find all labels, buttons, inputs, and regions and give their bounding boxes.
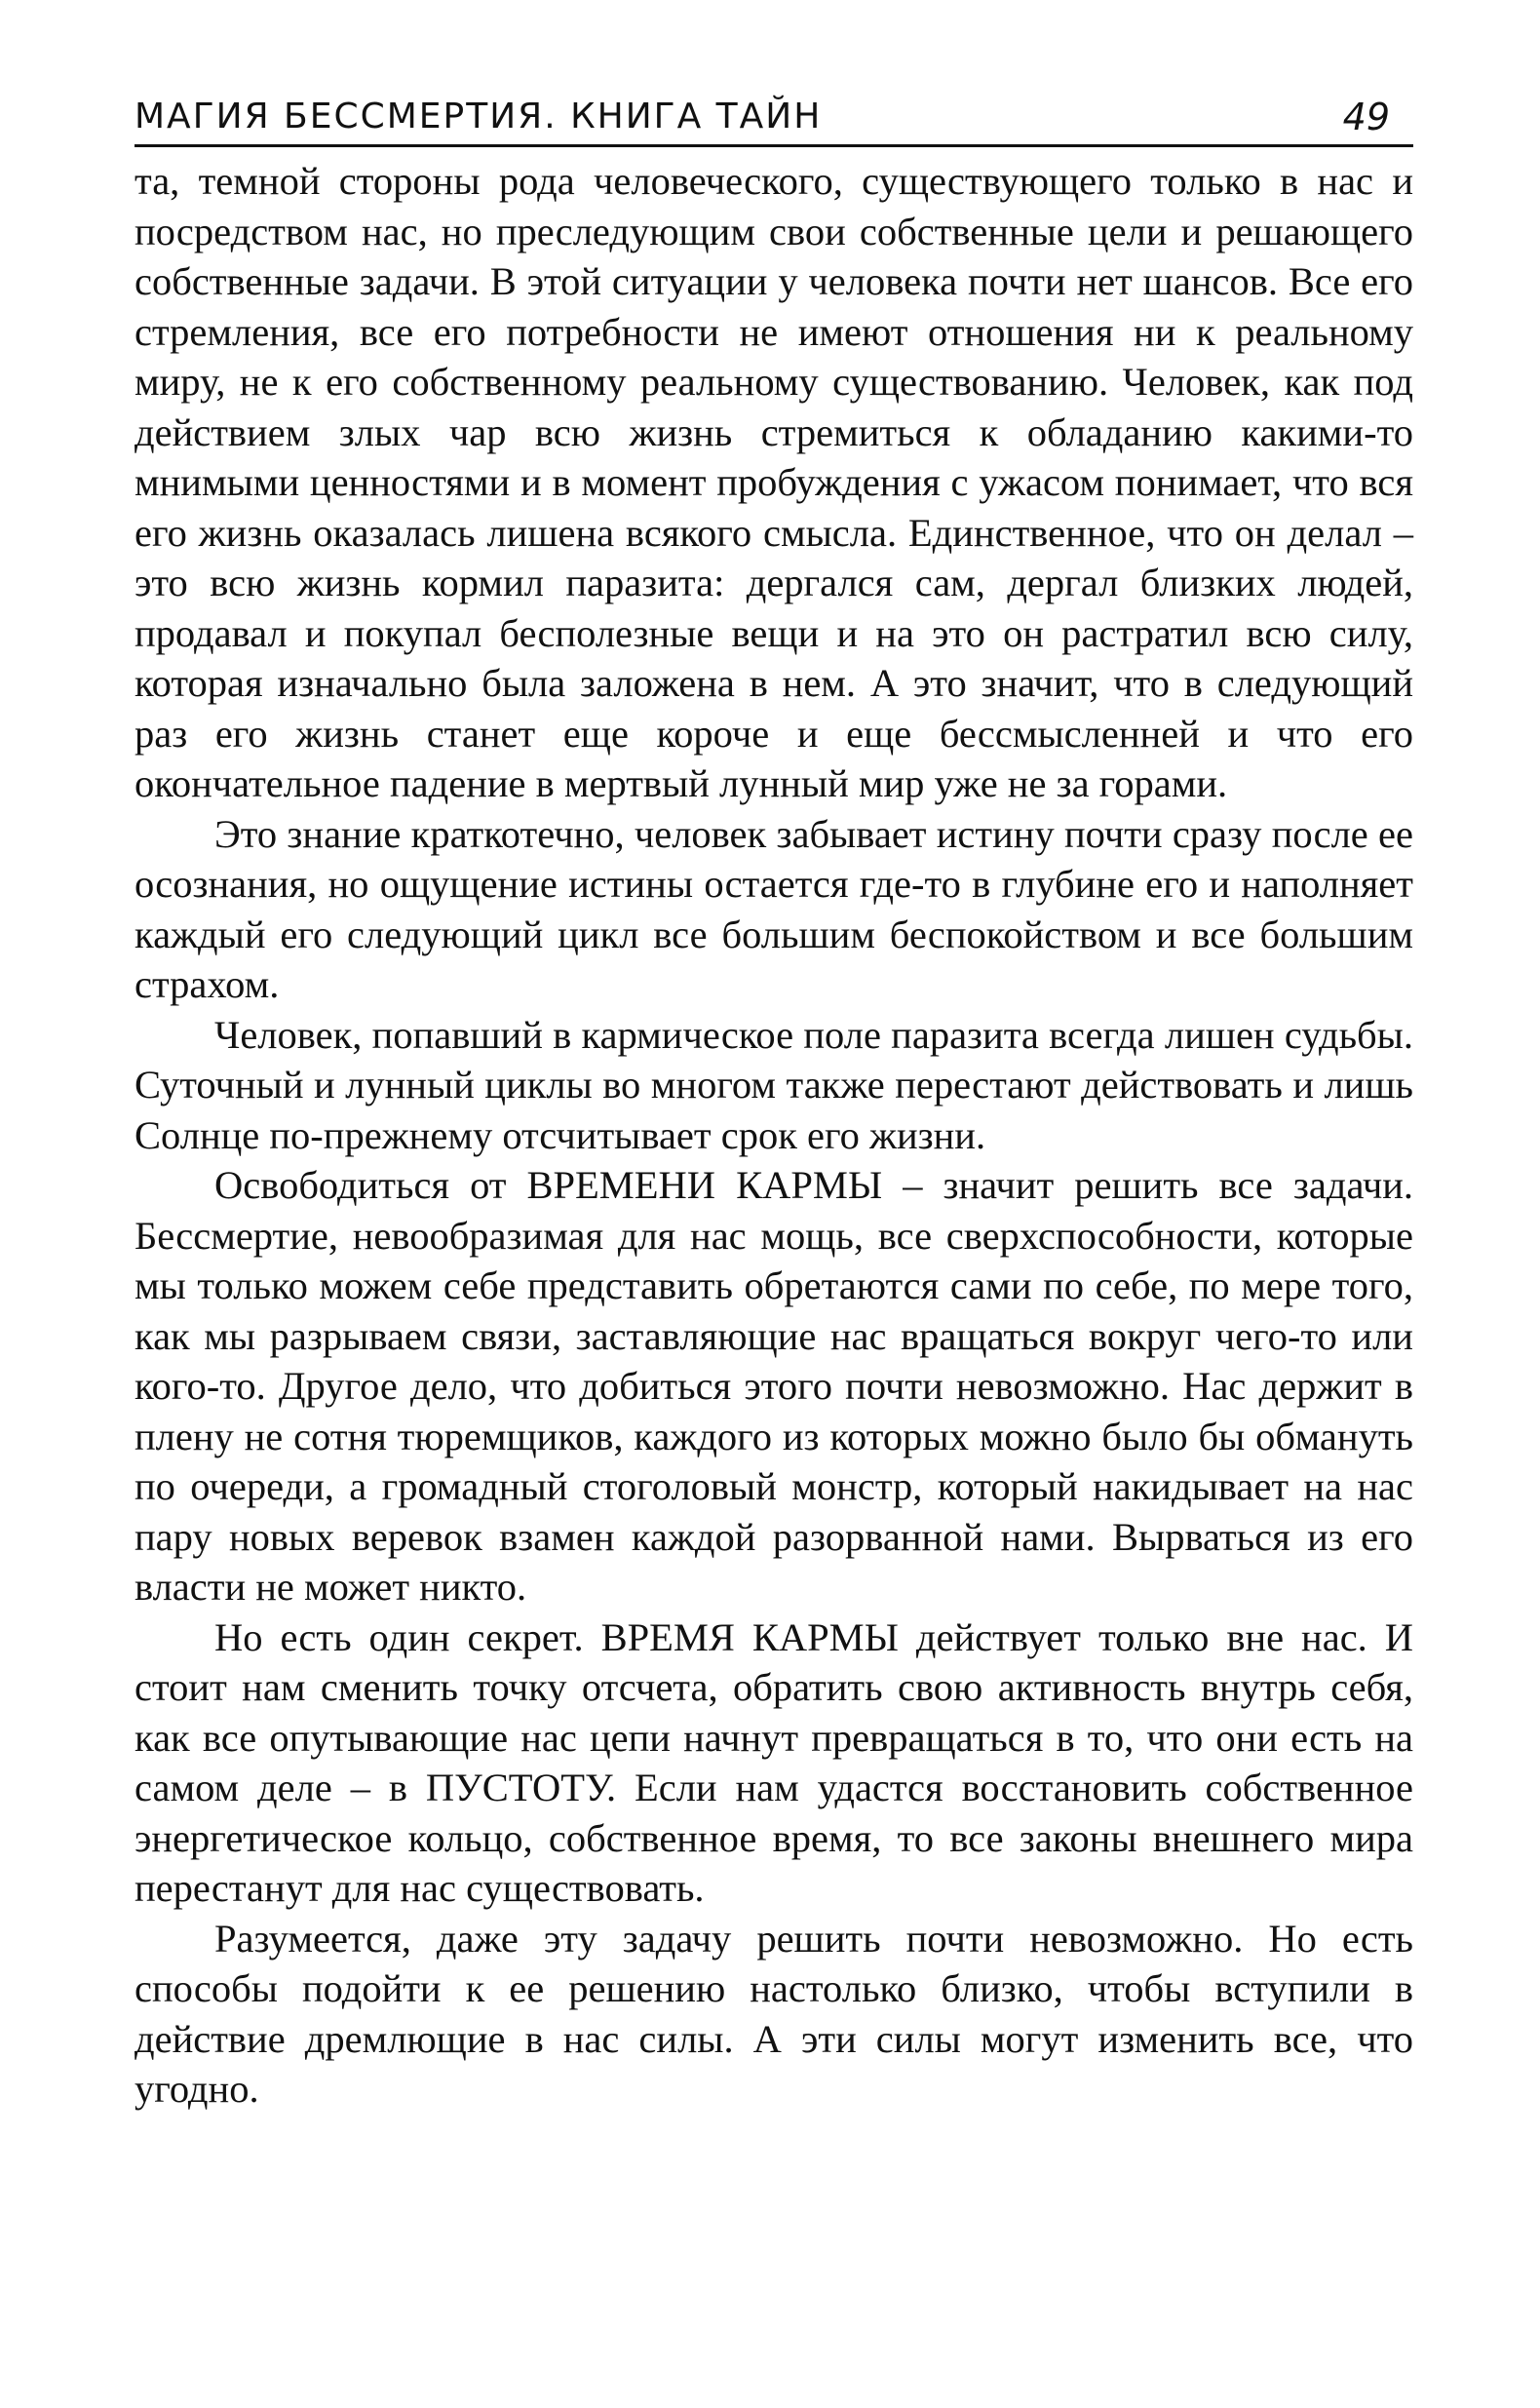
running-header (135, 94, 1413, 147)
paragraph-3: Человек, попавший в кармическое поле паразита всегда лишен судьбы. Суточный и лунный циклы во многом также перестают действовать и лишь Солнце по-прежнему отсчитывает срок его жизни. (135, 1012, 1413, 1157)
running-title: МАГИЯ БЕССМЕРТИЯ. КНИГА ТАЙН (135, 97, 823, 136)
paragraph-2: Это знание краткотечно, человек забывает истину почти сразу после ее осознания, но ощущение истины остается где-то в глубине его и наполняет каждый его следующий цикл все большим беспокойством и все большим страхом. (135, 811, 1413, 1006)
paragraph-5: Но есть один секрет. ВРЕМЯ КАРМЫ действует только вне нас. И стоит нам сменить точку отсчета, обратить свою активность внутрь себя, как все опутывающие нас цепи начнут превращаться в то, что они есть на самом деле – в ПУСТОТУ. Если нам удастся восстановить собственное энергетическое кольцо, собственное время, то все законы внешнего мира перестанут для нас существовать. (135, 1614, 1413, 1910)
paragraph-1: та, темной стороны рода человеческого, существующего только в нас и посредством нас, но преследующим свои собственные цели и решающего собственные задачи. В этой ситуации у человека почти нет шансов. Все его стремления, все его потребности не имеют отношения ни к реальному миру, не к его собственному реальному существованию. Человек, как под действием злых чар всю жизнь стремиться к обладанию какими-то мнимыми ценностями и в момент пробуждения с ужасом понимает, что вся его жизнь оказалась лишена всякого смысла. Единственное, что он делал – это всю жизнь кормил паразита: дергался сам, дергал близких людей, продавал и покупал бесполезные вещи и на это он растратил всю силу, которая изначально была заложена в нем. А это значит, что в следующий раз его жизнь станет еще короче и еще бессмысленней и что его окончательное падение в мертвый лунный мир уже не за горами. (135, 159, 1413, 805)
paragraph-6: Разумеется, даже эту задачу решить почти невозможно. Но есть способы подойти к ее решению настолько близко, чтобы вступили в действие дремлющие в нас силы. А эти силы могут изменить все, что угодно. (135, 1916, 1413, 2111)
page-number: 49 (1342, 96, 1390, 138)
body-text (135, 156, 1413, 2115)
paragraph-4: Освободиться от ВРЕМЕНИ КАРМЫ – значит решить все задачи. Бессмертие, невообразимая для нас мощь, все сверхспособности, которые мы только можем себе представить обретаются сами по себе, по мере того, как мы разрываем связи, заставляющие нас вращаться вокруг чего-то или кого-то. Другое дело, что добиться этого почти невозможно. Нас держит в плену не сотня тюремщиков, каждого из которых можно было бы обмануть по очереди, а громадный стоголовый монстр, который накидывает на нас пару новых веревок взамен каждой разорванной нами. Вырваться из его власти не может никто. (135, 1163, 1413, 1609)
